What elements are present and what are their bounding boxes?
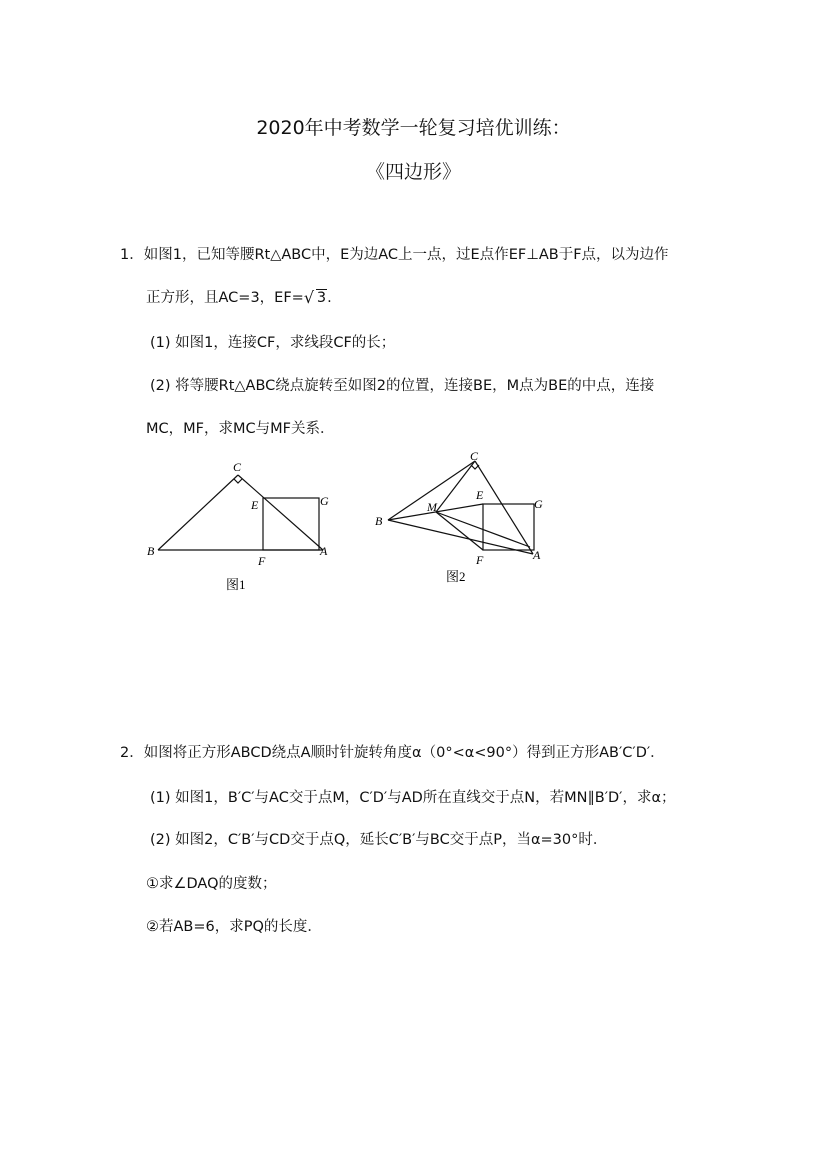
fig2-segment-mf bbox=[436, 512, 483, 550]
fig2-label-e: E bbox=[476, 488, 484, 502]
fig1-square-efag bbox=[263, 498, 319, 550]
q2-sub2: ②若AB=6，求PQ的长度． bbox=[146, 919, 322, 935]
fig1-label-c: C bbox=[233, 460, 242, 474]
fig1-label-b: B bbox=[147, 544, 155, 558]
fig2-segment-ab bbox=[388, 520, 533, 554]
fig2-label-f: F bbox=[476, 553, 484, 567]
fig1-label-f: F bbox=[258, 554, 266, 568]
q1-line2 bbox=[146, 286, 332, 307]
q1-part1: (1) 如图1，连接CF，求线段CF的长； bbox=[150, 335, 396, 351]
fig2-right-angle bbox=[471, 465, 479, 469]
q2-line1: 2．如图将正方形ABCD绕点A顺时针旋转角度α（0°<α<90°）得到正方形AB′C′D′． bbox=[120, 745, 665, 761]
fig1-segment-bc bbox=[158, 475, 238, 550]
q1-part2-cont: MC，MF，求MC与MF关系． bbox=[146, 421, 335, 437]
fig2-label-a: A bbox=[533, 548, 541, 562]
q2-part2: (2) 如图2，C′B′与CD交于点Q，延长C′B′与BC交于点P，当α=30°时． bbox=[150, 832, 608, 848]
figure-1 bbox=[140, 455, 340, 595]
fig1-caption: 图1 bbox=[226, 577, 246, 592]
fig1-label-a: A bbox=[320, 544, 328, 558]
fig2-segment-ca bbox=[475, 461, 533, 554]
page-title: 2020年中考数学一轮复习培优训练： bbox=[256, 117, 571, 139]
sqrt-symbol bbox=[304, 290, 327, 306]
fig1-label-g: G bbox=[320, 494, 329, 508]
page-subtitle: 《四边形》 bbox=[365, 161, 461, 183]
q1-part2: (2) 将等腰Rt△ABC绕点旋转至如图2的位置，连接BE，M点为BE的中点，连接 bbox=[150, 378, 655, 394]
fig1-right-angle bbox=[234, 479, 242, 483]
fig2-segment-mc bbox=[436, 461, 475, 512]
q1-radicand: 3 bbox=[316, 290, 327, 306]
q2-sub1: ①求∠DAQ的度数； bbox=[146, 876, 277, 892]
fig1-label-e: E bbox=[251, 498, 259, 512]
q1-line2-end: . bbox=[327, 290, 332, 306]
q1-line1: 1．如图1，已知等腰Rt△ABC中，E为边AC上一点，过E点作EF⊥AB于F点，以为边作 bbox=[120, 247, 669, 263]
fig1-segment-ca bbox=[238, 475, 323, 550]
fig2-label-g: G bbox=[534, 497, 543, 511]
fig2-label-c: C bbox=[470, 449, 479, 463]
fig2-label-m: M bbox=[427, 500, 437, 514]
q1-line2-text: 正方形，且AC=3，EF= bbox=[146, 290, 304, 306]
fig2-caption: 图2 bbox=[446, 569, 466, 584]
figure-2 bbox=[370, 447, 555, 592]
q2-part1: (1) 如图1，B′C′与AC交于点M，C′D′与AD所在直线交于点N，若MN∥B′D′，求α； bbox=[150, 790, 676, 806]
fig2-label-b: B bbox=[375, 514, 383, 528]
